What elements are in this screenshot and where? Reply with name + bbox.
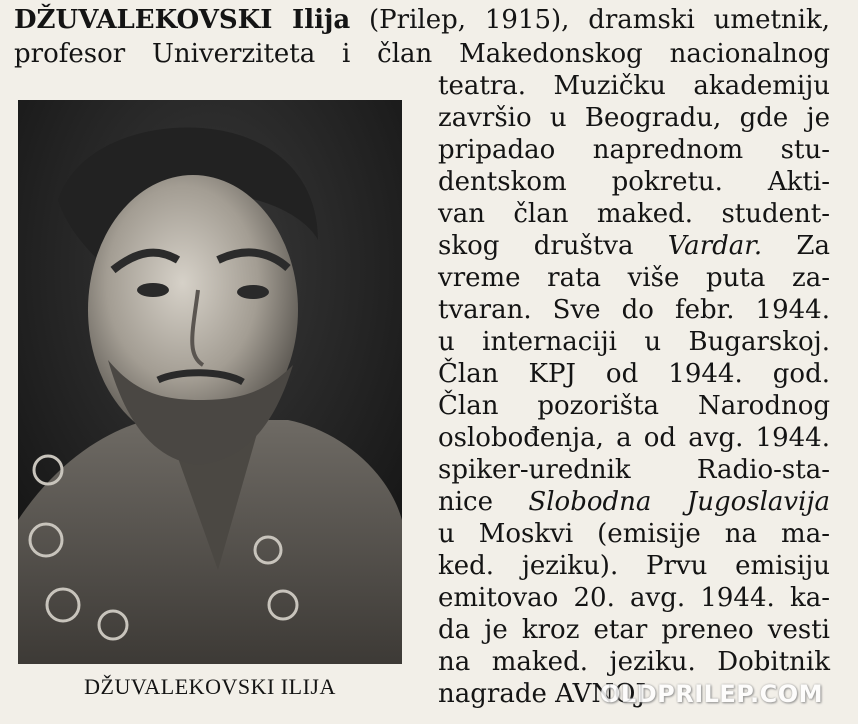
- text-line: [438, 230, 830, 262]
- text-line: teatra. Muzičku akademiju: [438, 71, 830, 101]
- text-line: [438, 486, 830, 518]
- text-segment: skog društva: [438, 231, 668, 261]
- text-segment: nice: [438, 487, 529, 517]
- text-line: pripadao naprednom stu-: [438, 135, 830, 165]
- text-line: vreme rata više puta za-: [438, 263, 830, 293]
- text-line: u internaciji u Bugarskoj.: [438, 327, 830, 357]
- text-line: dentskom pokretu. Akti-: [438, 167, 830, 197]
- text-line: emitovao 20. avg. 1944. ka-: [438, 583, 830, 613]
- entry-headword: DŽUVALEKOVSKI Ilija: [14, 5, 351, 35]
- text-line: Član pozorišta Narodnog: [438, 391, 830, 421]
- portrait-illustration: [18, 100, 402, 664]
- entry-text-column: [438, 70, 830, 710]
- site-watermark: OLDPRILEP.COM: [600, 680, 824, 708]
- text-line: završio u Beogradu, gde je: [438, 103, 830, 133]
- entry-first-line-text: (Prilep, 1915), dramski umetnik,: [350, 5, 830, 35]
- entry-second-line: profesor Univerziteta i član Makedonskog nacionalnog: [14, 39, 830, 69]
- text-line: van član maked. student-: [438, 199, 830, 229]
- photo-caption: DŽUVALEKOVSKI ILIJA: [84, 674, 336, 699]
- text-segment: Za: [762, 231, 830, 261]
- text-line: ked. jeziku). Prvu emisiju: [438, 551, 830, 581]
- portrait-photo: [18, 100, 402, 664]
- text-line: tvaran. Sve do febr. 1944.: [438, 295, 830, 325]
- text-line: spiker-urednik Radio-sta-: [438, 455, 830, 485]
- entry-first-line: [14, 4, 830, 36]
- italic-title: Slobodna Jugoslavija: [528, 487, 830, 517]
- text-line: Član KPJ od 1944. god.: [438, 359, 830, 389]
- italic-title: Vardar.: [667, 231, 763, 261]
- text-line: u Moskvi (emisije na ma-: [438, 519, 830, 549]
- text-line: da je kroz etar preneo vesti: [438, 615, 830, 645]
- text-line: nagrade AVNOJ: [438, 679, 646, 709]
- text-line: na maked. jeziku. Dobitnik: [438, 647, 830, 677]
- text-line: oslobođenja, a od avg. 1944.: [438, 423, 830, 453]
